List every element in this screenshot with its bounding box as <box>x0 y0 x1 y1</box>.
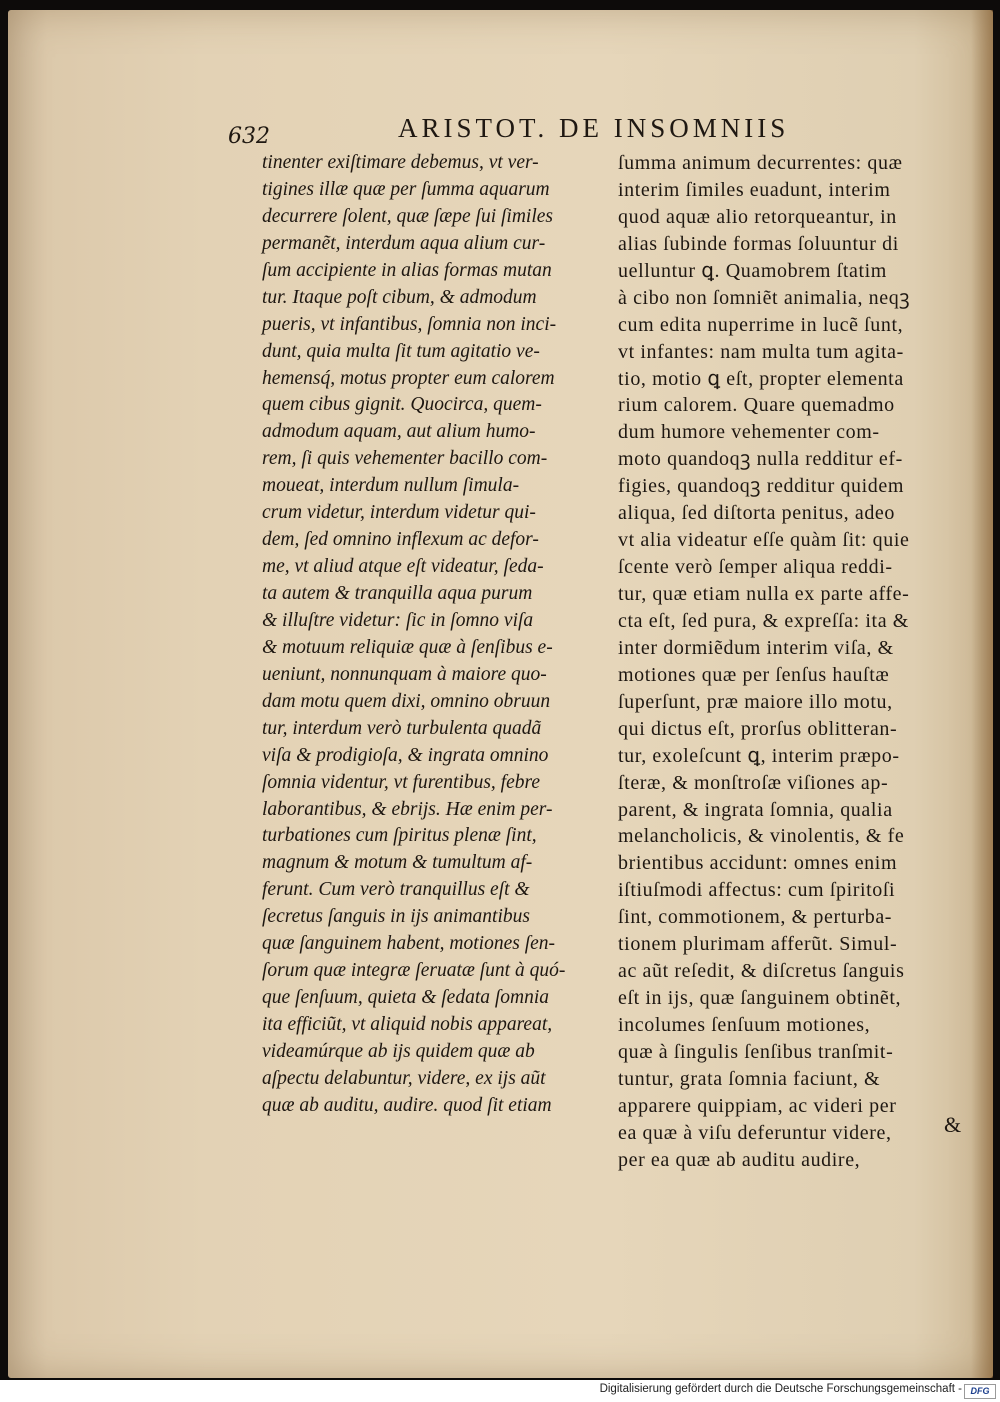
text-line: cum edita nuperrime in lucẽ ſunt, <box>618 313 904 336</box>
text-line: cta eſt, ſed pura, & expreſſa: ita & <box>618 609 909 632</box>
text-line: parent, & ingrata ſomnia, qualia <box>618 798 893 821</box>
text-line: & illuſtre videtur: ſic in ſomno viſa <box>262 609 534 631</box>
text-line: per ea quæ ab auditu audire, <box>618 1148 861 1171</box>
latin-column-right <box>618 150 910 1174</box>
text-line: quæ ſanguinem habent, motiones ſen- <box>262 933 556 955</box>
text-line: motiones quæ per ſenſus hauſtæ <box>618 663 890 686</box>
text-line: tuntur, grata ſomnia faciunt, & <box>618 1067 881 1090</box>
dfg-logo <box>964 1384 996 1399</box>
text-line: apparere quippiam, ac videri per <box>618 1094 897 1117</box>
text-line: quæ ab auditu, audire. quod ſit etiam <box>262 1094 552 1116</box>
text-line: crum videtur, interdum videtur qui- <box>262 502 536 524</box>
text-line: alias ſubinde formas ſoluuntur di <box>618 232 899 255</box>
text-line: decurrere ſolent, quæ ſæpe ſui ſimiles <box>262 205 554 227</box>
text-line: ac aũt reſedit, & diſcretus ſanguis <box>618 960 905 983</box>
text-line: dam motu quem dixi, omnino obruun <box>262 690 551 712</box>
text-line: viſa & prodigioſa, & ingrata omnino <box>262 744 549 766</box>
footer-bar <box>0 1380 1000 1402</box>
catchword: & <box>944 1112 962 1137</box>
text-line: turbationes cum ſpiritus plenæ ſint, <box>262 825 537 847</box>
text-line: pueris, vt infantibus, ſomnia non inci- <box>262 313 557 335</box>
text-line: uelluntur ꝗ. Quamobrem ſtatim <box>618 259 887 282</box>
text-line: vt alia videatur eſſe quàm ſit: quie <box>618 529 910 552</box>
text-line: permanẽt, interdum aqua alium cur- <box>262 232 546 254</box>
text-line: quæ à ſingulis ſenſibus tranſmit- <box>618 1040 894 1063</box>
text-line: vt infantes: nam multa tum agita- <box>618 340 904 363</box>
text-line: figies, quandoqꝫ redditur quidem <box>618 475 905 498</box>
text-line: ueniunt, nonnunquam à maiore quo- <box>262 663 547 685</box>
text-line: ſomnia videntur, vt furentibus, febre <box>262 771 541 793</box>
text-line: ſcente verò ſemper aliqua reddi- <box>618 556 893 579</box>
text-line: me, vt aliud atque eſt videatur, ſeda- <box>262 556 544 578</box>
text-line: à cibo non ſomniẽt animalia, neqꝫ <box>618 286 911 309</box>
text-line: tur, quæ etiam nulla ex parte affe- <box>618 583 910 605</box>
text-line: quem cibus gignit. Quocirca, quem- <box>262 394 542 416</box>
text-line: aſpectu delabuntur, videre, ex ijs aũt <box>262 1067 546 1089</box>
text-line: moto quandoqꝫ nulla redditur ef- <box>618 448 903 471</box>
funding-notice: Digitalisierung gefördert durch die Deutsche Forschungsgemeinschaft - <box>599 1383 962 1395</box>
text-line: eſt in ijs, quæ ſanguinem obtinẽt, <box>618 987 902 1010</box>
text-line: tionem plurimam afferũt. Simul- <box>618 933 898 956</box>
text-line: tio, motio ꝗ eſt, propter elementa <box>618 367 904 390</box>
text-line: tigines illæ quæ per ſumma aquarum <box>262 178 550 200</box>
running-head: ARISTOT. DE INSOMNIIS <box>398 113 790 143</box>
text-line: dem, ſed omnino inflexum ac defor- <box>262 529 539 551</box>
text-line: brientibus accidunt: omnes enim <box>618 852 898 875</box>
text-line: ta autem & tranquilla aqua purum <box>262 583 533 604</box>
text-line: qui dictus eſt, prorſus oblitteran- <box>618 717 898 740</box>
text-line: dum humore vehementer com- <box>618 421 880 444</box>
text-line: inter dormiẽdum interim viſa, & <box>618 636 894 659</box>
text-line: videamúrque ab ijs quidem quæ ab <box>262 1040 535 1062</box>
text-line: ſorum quæ integræ ſeruatæ ſunt à quó- <box>262 960 566 982</box>
text-line: hemensq́, motus propter eum calorem <box>262 367 555 389</box>
text-line: ſint, commotionem, & perturba- <box>618 906 893 929</box>
text-line: magnum & motum & tumultum af- <box>262 852 533 874</box>
text-line: aliqua, ſed diſtorta penitus, adeo <box>618 502 895 525</box>
text-line: ita efficiũt, vt aliquid nobis appareat, <box>262 1014 553 1035</box>
text-line: tur, interdum verò turbulenta quadã <box>262 717 542 739</box>
text-line: tur, exoleſcunt ꝗ, interim præpo- <box>618 744 900 767</box>
text-line: interim ſimiles euadunt, interim <box>618 178 891 201</box>
text-line: ſumma animum decurrentes: quæ <box>618 152 903 174</box>
page-number: 632 <box>228 124 270 149</box>
text-line: tinenter exiſtimare debemus, vt ver- <box>262 152 539 173</box>
text-line: admodum aquam, aut alium humo- <box>262 421 536 443</box>
text-line: ſteræ, & monſtroſæ viſiones ap- <box>618 771 889 794</box>
text-line: moueat, interdum nullum ſimula- <box>262 475 520 497</box>
text-line: incolumes ſenſuum motiones, <box>618 1014 871 1036</box>
text-line: rem, ſi quis vehementer bacillo com- <box>262 448 548 470</box>
dfg-logo-text: DFG <box>970 1386 990 1396</box>
text-line: tur. Itaque poſt cibum, & admodum <box>262 286 537 308</box>
page-edge-shadow <box>971 10 993 1378</box>
text-line: ſuperſunt, præ maiore illo motu, <box>618 690 893 713</box>
text-line: dunt, quia multa ſit tum agitatio ve- <box>262 340 540 362</box>
text-line: ea quæ à viſu deferuntur videre, <box>618 1121 892 1144</box>
text-line: rium calorem. Quare quemadmo <box>618 394 895 417</box>
text-line: laborantibus, & ebrijs. Hæ enim per- <box>262 798 553 820</box>
text-line: ſecretus ſanguis in ijs animantibus <box>262 906 530 928</box>
text-line: iſtiuſmodi affectus: cum ſpiritoſi <box>618 879 896 902</box>
text-line: & motuum reliquiæ quæ à ſenſibus e- <box>262 636 553 658</box>
text-line: melancholicis, & vinolentis, & fe <box>618 825 905 848</box>
text-line: que ſenſuum, quieta & ſedata ſomnia <box>262 987 550 1009</box>
text-line: quod aquæ alio retorqueantur, in <box>618 205 897 228</box>
text-line: ſum accipiente in alias formas mutan <box>262 259 552 281</box>
latin-column-left <box>262 150 565 1120</box>
text-line: ferunt. Cum verò tranquillus eſt & <box>262 879 530 901</box>
